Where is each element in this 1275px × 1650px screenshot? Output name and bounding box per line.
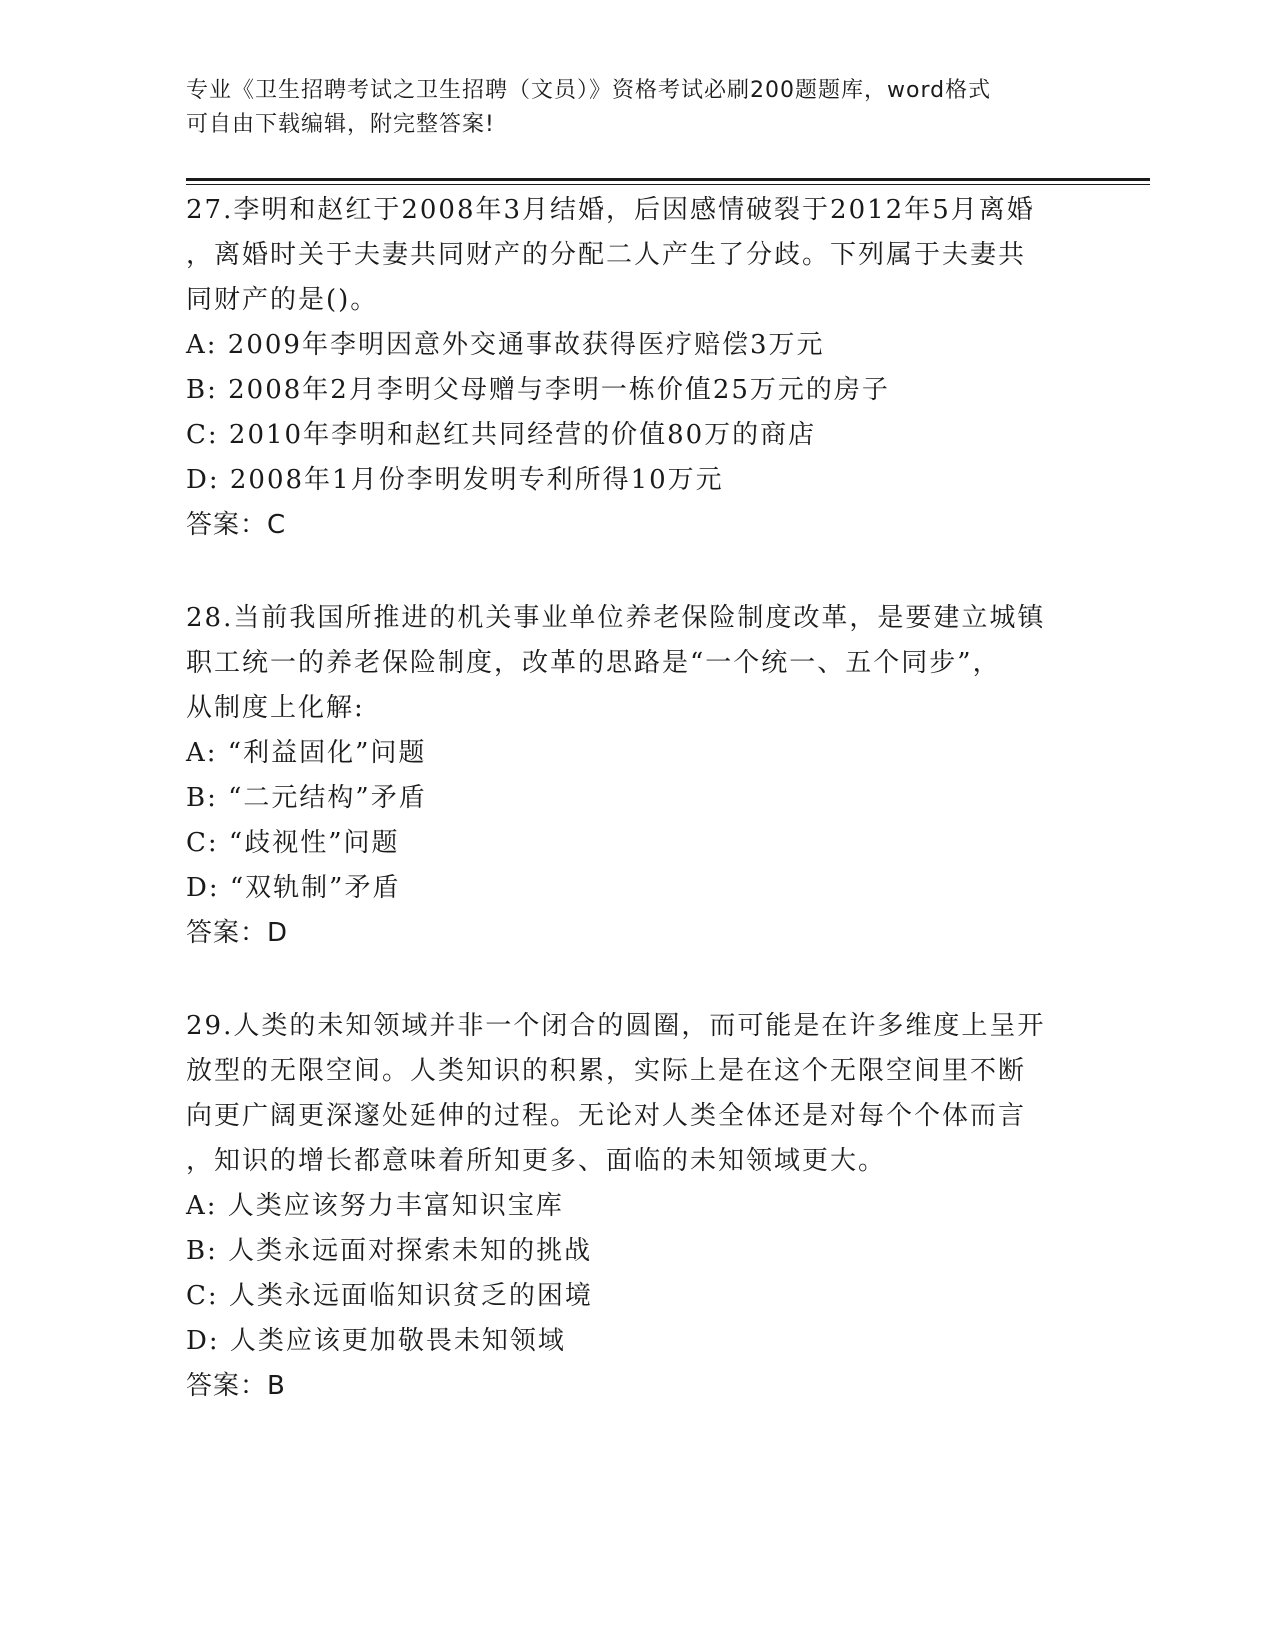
question-stem-line: 放型的无限空间。人类知识的积累，实际上是在这个无限空间里不断	[186, 1056, 1027, 1086]
option-a: A: 人类应该努力丰富知识宝库	[186, 1191, 564, 1221]
option-c: C: 2010年李明和赵红共同经营的价值80万的商店	[186, 420, 817, 450]
option-b: B: 人类永远面对探索未知的挑战	[186, 1236, 593, 1266]
option-d: D: “双轨制”矛盾	[186, 873, 401, 903]
question-stem-line: 28.当前我国所推进的机关事业单位养老保险制度改革，是要建立城镇	[186, 603, 1046, 633]
question-stem-line: 从制度上化解:	[186, 693, 365, 723]
option-a: A: 2009年李明因意外交通事故获得医疗赔偿3万元	[186, 330, 825, 360]
question-stem-line: 29.人类的未知领域并非一个闭合的圆圈，而可能是在许多维度上呈开	[186, 1011, 1046, 1041]
option-d: D: 人类应该更加敬畏未知领域	[186, 1326, 566, 1356]
question-stem-line: ，知识的增长都意味着所知更多、面临的未知领域更大。	[186, 1146, 887, 1176]
question-stem-line: ，离婚时关于夫妻共同财产的分配二人产生了分歧。下列属于夫妻共	[186, 240, 1027, 270]
header-subtitle-line: 可自由下载编辑，附完整答案!	[186, 112, 495, 137]
answer-line: 答案：D	[186, 918, 289, 948]
question-stem-line: 向更广阔更深邃处延伸的过程。无论对人类全体还是对每个个体而言	[186, 1101, 1027, 1131]
document-header	[186, 74, 1066, 142]
option-a: A: “利益固化”问题	[186, 738, 427, 768]
header-divider-thick	[186, 178, 1150, 181]
option-b: B: “二元结构”矛盾	[186, 783, 427, 813]
option-c: C: 人类永远面临知识贫乏的困境	[186, 1281, 593, 1311]
question-stem-line: 27.李明和赵红于2008年3月结婚，后因感情破裂于2012年5月离婚	[186, 195, 1035, 225]
option-c: C: “歧视性”问题	[186, 828, 400, 858]
header-divider-thin	[186, 184, 1150, 185]
question-29	[186, 1004, 1086, 1409]
question-27	[186, 188, 1086, 548]
question-28	[186, 596, 1086, 956]
option-b: B: 2008年2月李明父母赠与李明一栋价值25万元的房子	[186, 375, 890, 405]
question-stem-line: 同财产的是()。	[186, 285, 379, 315]
header-title-line: 专业《卫生招聘考试之卫生招聘（文员）》资格考试必刷200题题库，word格式	[186, 78, 992, 103]
option-d: D: 2008年1月份李明发明专利所得10万元	[186, 465, 724, 495]
answer-line: 答案：C	[186, 510, 287, 540]
question-stem-line: 职工统一的养老保险制度，改革的思路是“一个统一、五个同步”，	[186, 648, 1001, 678]
answer-line: 答案：B	[186, 1371, 286, 1401]
